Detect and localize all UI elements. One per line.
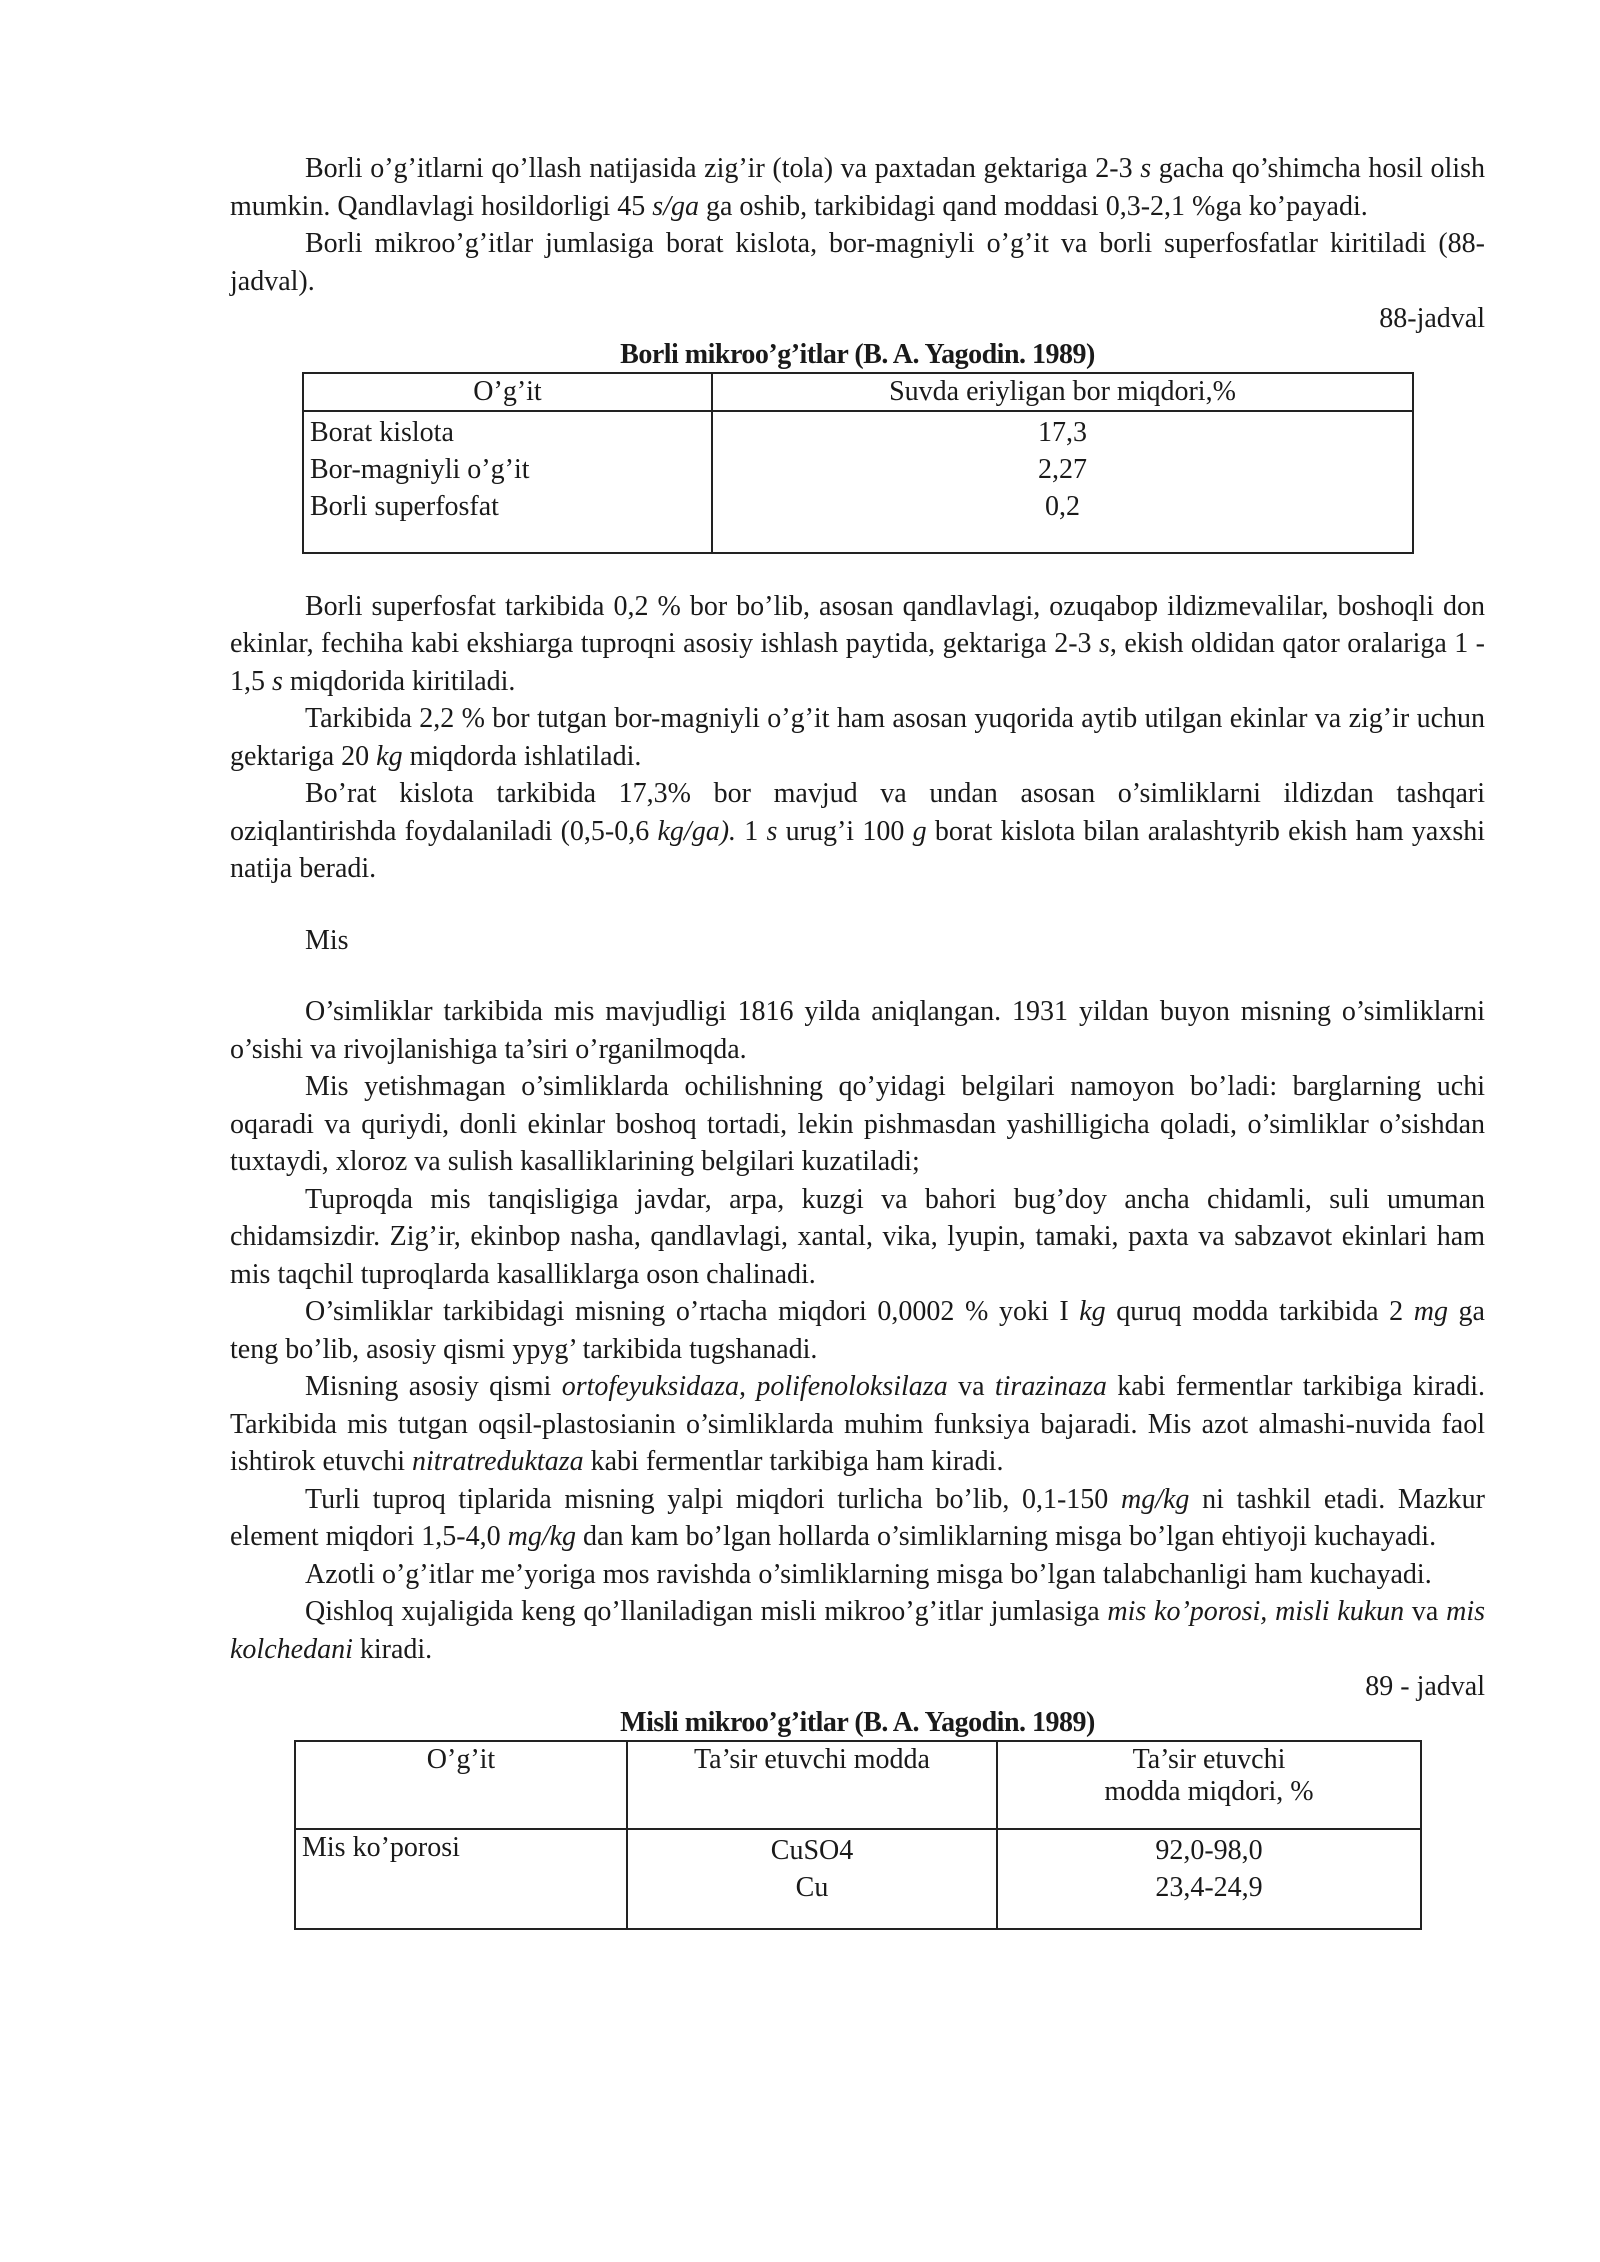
column-header: [997, 1741, 1421, 1829]
table-cell-values: [712, 411, 1413, 553]
table-borli-mikroogitlar: [302, 372, 1414, 554]
table-header-row: [303, 373, 1413, 411]
paragraph-11: Turli tuproq tiplarida misning yalpi miqdori turlicha bo’lib, 0,1-150 mg/kg ni tashkil etadi. Mazkur element miqdori 1,5-4,0 mg/kg dan kam bo’lgan hollarda o’simliklarning misga bo’lgan ehtiyoji kuchayadi.: [230, 1483, 1486, 1552]
table-cell: 92,0-98,0: [1155, 1834, 1263, 1866]
paragraph-5: Bo’rat kislota tarkibida 17,3% bor mavjud va undan asosan o’simliklarni ildizdan tashqari oziqlantirishda foydalaniladi (0,5-0,6 kg/ga). 1 s urug’i 100 g borat kislota bilan aralashtyrib ekish ham yaxshi natija beradi.: [230, 778, 1486, 884]
table-cell: 23,4-24,9: [1155, 1871, 1263, 1903]
table-cell-names: [303, 411, 712, 553]
paragraph-10: Misning asosiy qismi ortofeyuksidaza, polifenoloksilaza va tirazinaza kabi fermentlar tarkibiga kiradi. Tarkibida mis tutgan oqsil-plastosianin o’simliklarda muhim funksiya bajaradi. Mis azot almashi-nuvida faol ishtirok etuvchi nitratreduktaza kabi fermentlar tarkibiga ham kiradi.: [230, 1371, 1485, 1477]
section-heading-mis: Mis: [305, 924, 349, 956]
column-header: Suvda eriyligan bor miqdori,%: [712, 373, 1413, 411]
table-number-88: 88-jadval: [1379, 303, 1485, 334]
paragraph-2: Borli mikroo’g’itlar jumlasiga borat kislota, bor-magniyli o’g’it va borli superfosfatlar kiritiladi (88-jadval).: [230, 228, 1485, 297]
spacer: [230, 959, 1485, 993]
paragraph-9: O’simliklar tarkibidagi misning o’rtacha miqdori 0,0002 % yoki I kg quruq modda tarkibida 2 mg ga teng bo’lib, asosiy qismi ypyg’ tarkibida tugshanadi.: [230, 1296, 1485, 1365]
table-cell-amounts: [997, 1829, 1421, 1929]
table-caption-89: Misli mikroo’g’itlar (B. A. Yagodin. 1989): [620, 1706, 1095, 1738]
table-cell: Bor-magniyli o’g’it: [310, 453, 530, 485]
paragraph-1: Borli o’g’itlarni qo’llash natijasida zig’ir (tola) va paxtadan gektariga 2-3 s gacha qo’shimcha hosil olish mumkin. Qandlavlagi hosildorligi 45 s/ga ga oshib, tarkibidagi qand moddasi 0,3-2,1 %ga ko’payadi.: [230, 153, 1485, 222]
column-header: O’g’it: [303, 373, 712, 411]
document-page: [230, 150, 1485, 1930]
table-cell: Cu: [795, 1871, 829, 1903]
paragraph-6: O’simliklar tarkibida mis mavjudligi 1816 yilda aniqlangan. 1931 yildan buyon misning o’simliklarni o’sishi va rivojlanishiga ta’siri o’rganilmoqda.: [230, 996, 1485, 1065]
spacer: [230, 554, 1485, 588]
paragraph-12: Azotli o’g’itlar me’yoriga mos ravishda o’simliklarning misga bo’lgan talabchanligi ham kuchayadi.: [305, 1558, 1432, 1590]
column-header-line: Ta’sir etuvchi: [1132, 1743, 1286, 1775]
table-cell: CuSO4: [770, 1834, 854, 1866]
column-header: O’g’it: [295, 1741, 627, 1829]
paragraph-8: Tuproqda mis tanqisligiga javdar, arpa, kuzgi va bahori bug’doy ancha chidamli, suli umuman chidamsizdir. Zig’ir, ekinbop nasha, qandlavlagi, xantal, vika, lyupin, tamaki, paxta va sabzavot ekinlari ham mis taqchil tuproqlarda kasalliklarga oson chalinadi.: [230, 1183, 1485, 1290]
table-cell: Borat kislota: [310, 416, 454, 448]
table-number-89: 89 - jadval: [1365, 1671, 1485, 1702]
paragraph-13: Qishloq xujaligida keng qo’llaniladigan misli mikroo’g’itlar jumlasiga mis ko’porosi, misli kukun va mis kolchedani kiradi.: [230, 1596, 1485, 1665]
table-cell: 17,3: [1038, 416, 1087, 448]
table-cell-substances: [627, 1829, 997, 1929]
paragraph-7: Mis yetishmagan o’simliklarda ochilishning qo’yidagi belgilari namoyon bo’ladi: barglarning uchi oqaradi va quriydi, donli ekinlar boshoq tortadi, lekin pishmasdan yashilligicha qoladi, o’simliklar o’sishdan tuxtaydi, xloroz va sulish kasalliklarining belgilari kuzatiladi;: [230, 1071, 1485, 1177]
table-cell: Mis ko’porosi: [295, 1829, 627, 1929]
table-cell: Borli superfosfat: [310, 490, 499, 522]
spacer: [230, 888, 1485, 922]
table-cell: 0,2: [1045, 490, 1080, 522]
table-cell: 2,27: [1038, 453, 1087, 485]
table-misli-mikroogitlar: [294, 1740, 1422, 1930]
paragraph-3: Borli superfosfat tarkibida 0,2 % bor bo’lib, asosan qandlavlagi, ozuqabop ildizmevalilar, boshoqli don ekinlar, fechiha kabi ekshiarga tuproqni asosiy ishlash paytida, gektariga 2-3 s, ekish oldidan qator oralariga 1 - 1,5 s miqdorida kiritiladi.: [230, 590, 1486, 697]
table-header-row: [295, 1741, 1421, 1829]
table-caption-88: Borli mikroo’g’itlar (B. A. Yagodin. 1989): [620, 338, 1095, 370]
column-header-line: modda miqdori, %: [1104, 1775, 1314, 1807]
column-header: Ta’sir etuvchi modda: [627, 1741, 997, 1829]
paragraph-4: Tarkibida 2,2 % bor tutgan bor-magniyli o’g’it ham asosan yuqorida aytib utilgan ekinlar va zig’ir uchun gektariga 20 kg miqdorda ishlatiladi.: [230, 703, 1485, 772]
table-row: [295, 1829, 1421, 1929]
table-row: [303, 411, 1413, 553]
